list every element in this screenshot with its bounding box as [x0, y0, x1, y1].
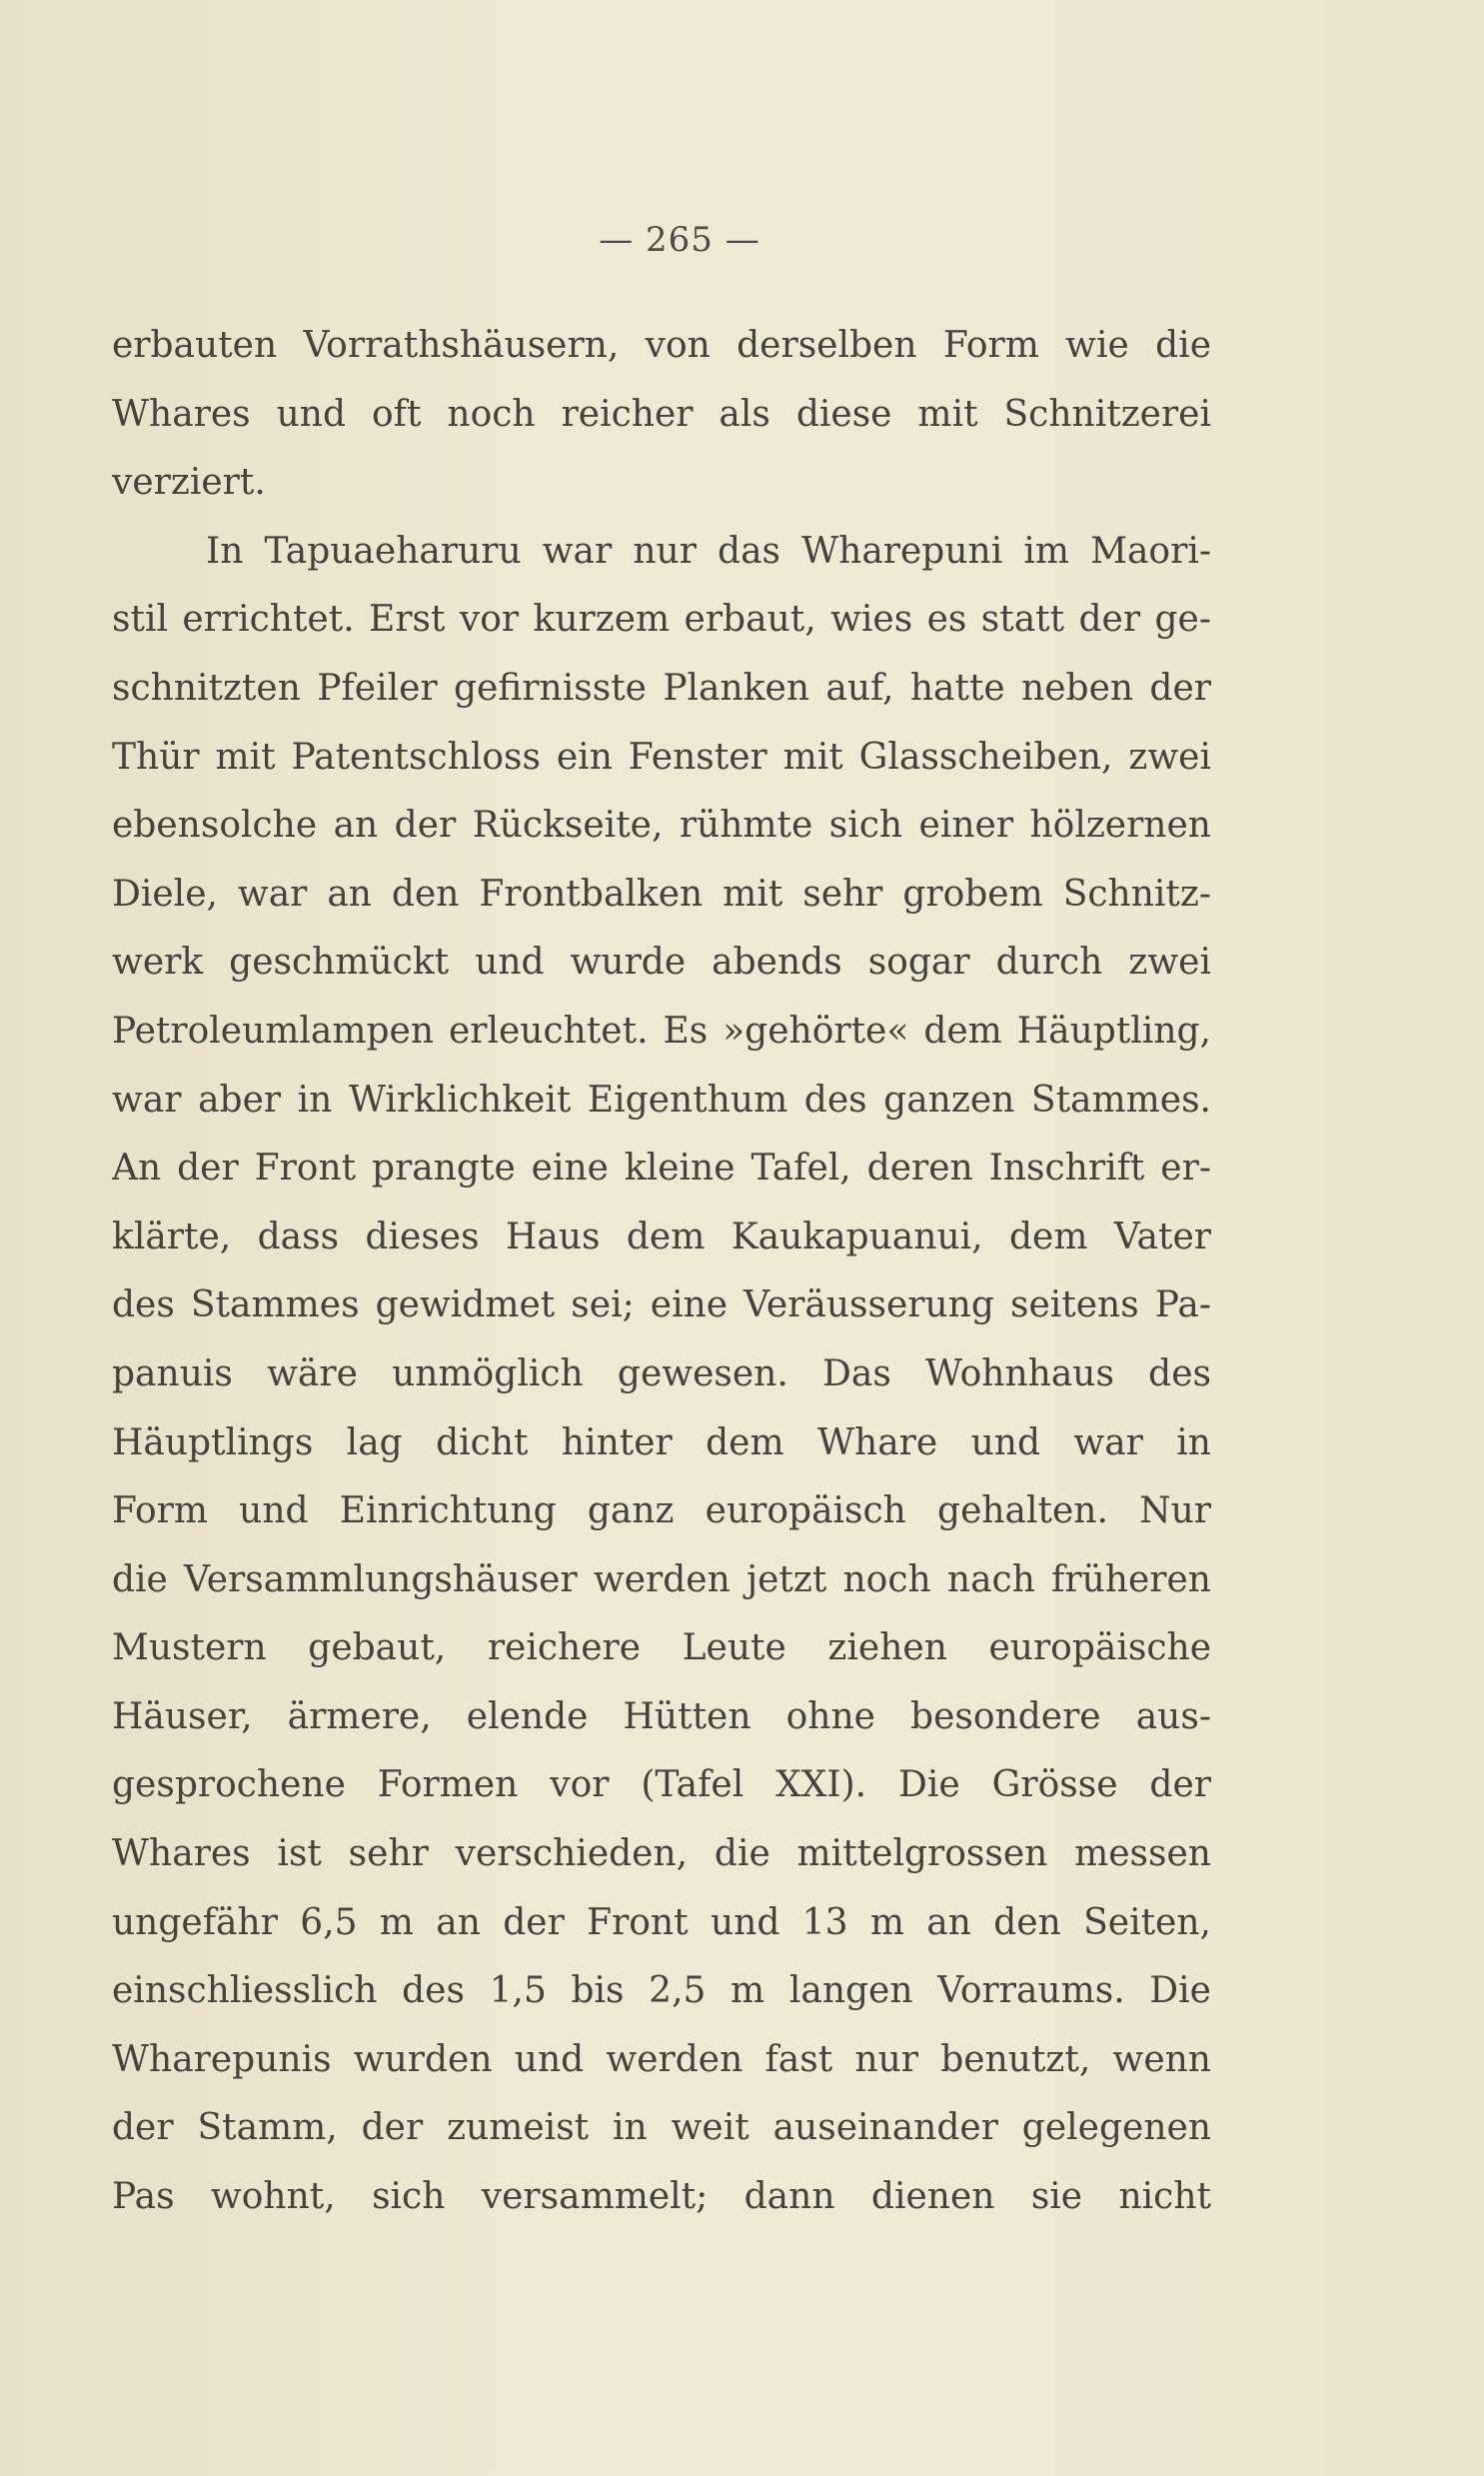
text-line: einschliesslich des 1,5 bis 2,5 m langen Vorraums. Die — [112, 1970, 1211, 2012]
text-line: panuis wäre unmöglich gewesen. Das Wohnhaus des — [112, 1352, 1211, 1394]
text-line: schnitzten Pfeiler gefirnisste Planken auf, hatte neben der — [112, 667, 1211, 709]
text-line: war aber in Wirklichkeit Eigenthum des ganzen Stammes. — [112, 1079, 1211, 1121]
text-line: werk geschmückt und wurde abends sogar durch zwei — [112, 942, 1211, 984]
text-line: Mustern gebaut, reichere Leute ziehen europäische — [112, 1627, 1211, 1669]
body-text — [112, 312, 1211, 2232]
text-line: klärte, dass dieses Haus dem Kaukapuanui, dem Vater — [112, 1216, 1211, 1257]
text-line: Whares und oft noch reicher als diese mit Schnitzerei — [112, 393, 1211, 435]
text-line: gesprochene Formen vor (Tafel XXI). Die Grösse der — [112, 1764, 1211, 1806]
text-line: Häuser, ärmere, elende Hütten ohne besondere aus- — [112, 1695, 1211, 1737]
text-line: Petroleumlampen erleuchtet. Es »gehörte« dem Häuptling, — [112, 1010, 1211, 1052]
text-line: An der Front prangte eine kleine Tafel, deren Inschrift er- — [112, 1148, 1211, 1190]
text-line: Diele, war an den Frontbalken mit sehr grobem Schnitz- — [112, 873, 1211, 915]
text-line: In Tapuaeharuru war nur das Wharepuni im Maori- — [206, 530, 1211, 572]
text-line: ebensolche an der Rückseite, rühmte sich einer hölzernen — [112, 805, 1211, 847]
text-line: des Stammes gewidmet sei; eine Veräusserung seitens Pa- — [112, 1284, 1211, 1326]
text-line: ungefähr 6,5 m an der Front und 13 m an den Seiten, — [112, 1901, 1211, 1943]
text-line: die Versammlungshäuser werden jetzt noch nach früheren — [112, 1558, 1211, 1600]
text-line: der Stamm, der zumeist in weit auseinander gelegenen — [112, 2107, 1211, 2149]
text-line: stil errichtet. Erst vor kurzem erbaut, wies es statt der ge- — [112, 599, 1211, 641]
text-line: Thür mit Patentschloss ein Fenster mit Glasscheiben, zwei — [112, 736, 1211, 778]
page-number: — 265 — — [599, 220, 760, 260]
text-line: Pas wohnt, sich versammelt; dann dienen sie nicht — [112, 2176, 1211, 2218]
text-line: Wharepunis wurden und werden fast nur benutzt, wenn — [112, 2038, 1211, 2080]
text-line: Form und Einrichtung ganz europäisch gehalten. Nur — [112, 1490, 1211, 1532]
text-line: Häuptlings lag dicht hinter dem Whare und war in — [112, 1421, 1211, 1463]
text-line: erbauten Vorrathshäusern, von derselben Form wie die — [112, 325, 1211, 366]
text-line: Whares ist sehr verschieden, die mittelgrossen messen — [112, 1833, 1211, 1875]
text-line: verziert. — [112, 462, 266, 504]
